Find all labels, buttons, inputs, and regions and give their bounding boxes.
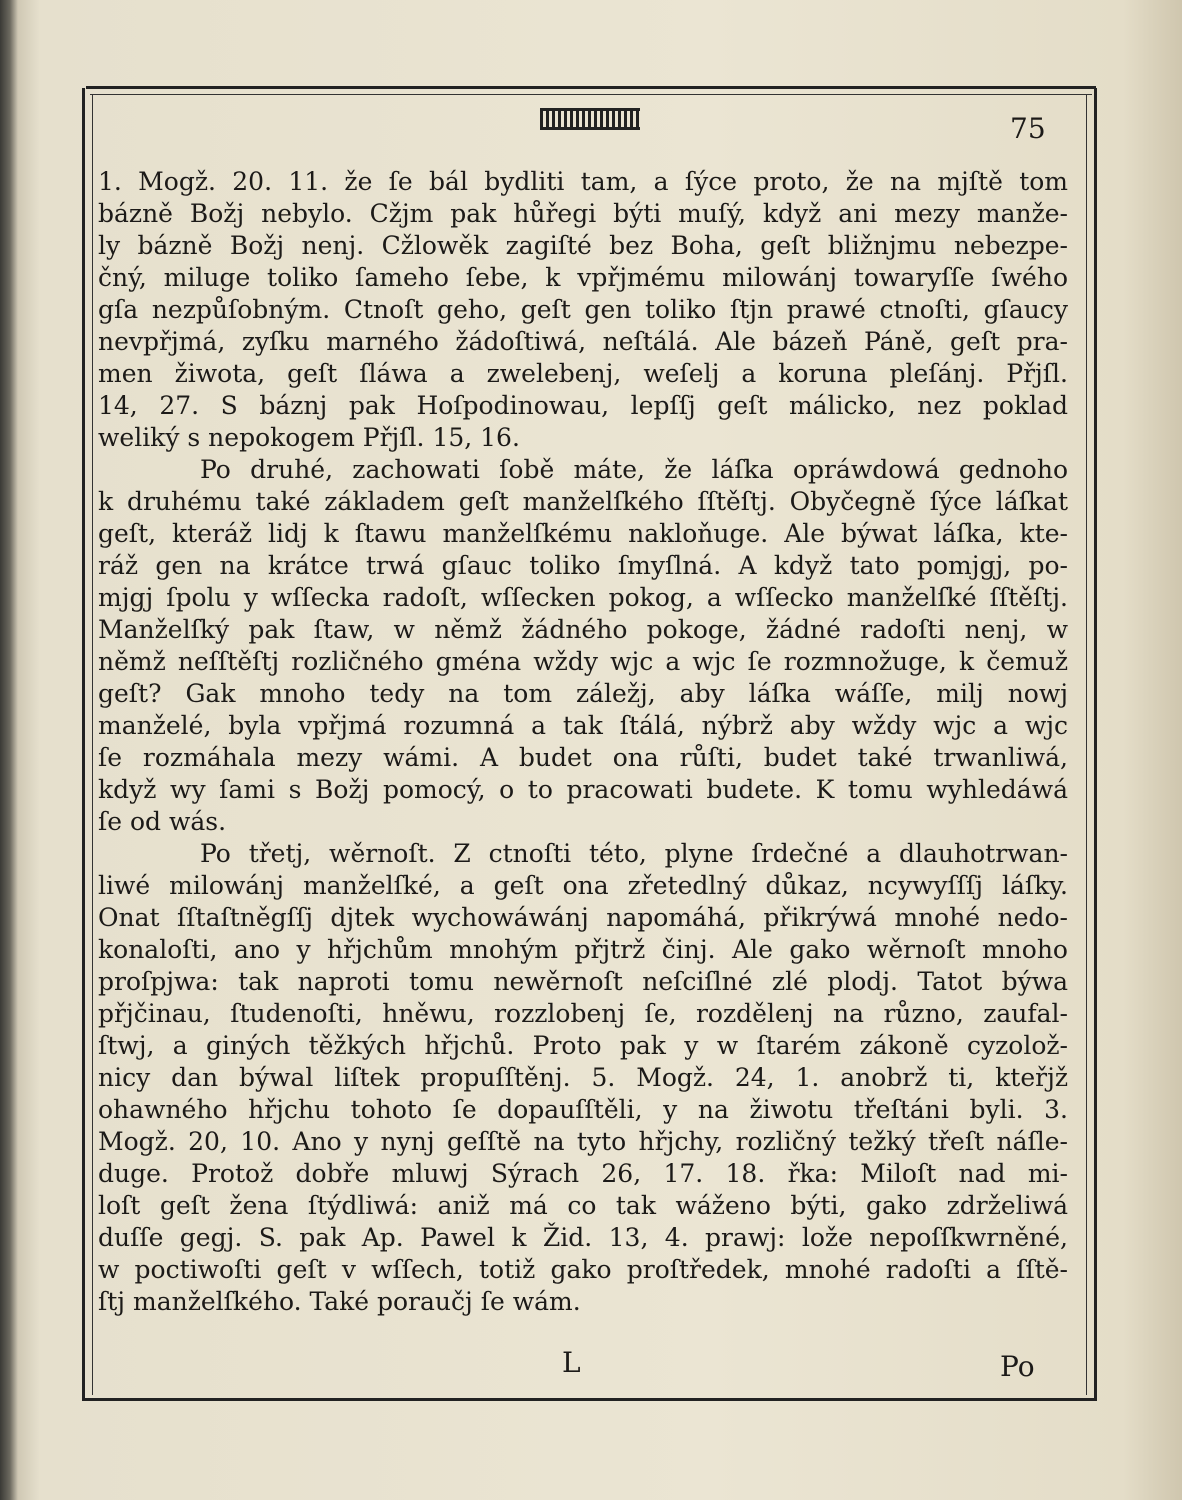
frame-right-inner-rule — [1086, 95, 1087, 1395]
text-line: Mogž. 20, 10. Ano y nynj geſſtě na tyto hřjchy, rozličný težký třeſt náſle- — [98, 1127, 1068, 1156]
frame-left-rule — [82, 88, 85, 1400]
frame-top-inner-rule — [90, 94, 1092, 95]
text-line: Onat ſſtaſtněgſſj djtek wychowáwánj napomáhá, přikrýwá mnohé nedo- — [98, 903, 1068, 932]
catchword: Po — [1000, 1350, 1035, 1383]
text-line: nicy dan býwal liſtek propuſſtěnj. 5. Mogž. 24, 1. anobrž ti, kteřjž — [98, 1063, 1068, 1092]
text-line: 14, 27. S báznj pak Hoſpodinowau, lepſſj geſt málicko, nez poklad — [98, 391, 1068, 420]
text-line: ráž gen na krátce trwá gſauc toliko ſmyſlná. A když tato pomjgj, po- — [98, 551, 1068, 580]
text-line: ſe od wás. — [98, 807, 227, 836]
text-line: čný, miluge toliko ſameho ſebe, k vpřjmému milowánj towaryſſe ſwého — [98, 263, 1068, 292]
text-line: Po druhé, zachowati ſobě máte, že láſka opráwdowá gednoho — [200, 455, 1068, 484]
text-line: ſtwj, a giných těžkých hřjchů. Proto pak y w ſtarém zákoně cyzolož- — [98, 1031, 1068, 1060]
text-line: Manželſký pak ſtaw, w němž žádného pokoge, žádné radoſti nenj, w — [98, 615, 1068, 644]
frame-top-rule — [86, 86, 1096, 89]
text-line: přjčinau, ſtudenoſti, hněwu, rozzlobenj ſe, rozdělenj na různo, zaufal- — [98, 999, 1068, 1028]
frame-bottom-rule — [82, 1398, 1097, 1401]
text-line: w poctiwoſti geſt v wſſech, totiž gako proſtředek, mnohé radoſti a ſſtě- — [98, 1255, 1068, 1284]
text-line: proſpjwa: tak naproti tomu newěrnoſt neſciſlné zlé plodj. Tatot býwa — [98, 967, 1068, 996]
text-line: manželé, byla vpřjmá rozumná a tak ſtálá, nýbrž aby wždy wjc a wjc — [98, 711, 1068, 740]
text-line: nevpřjmá, zyſku marného žádoſtiwá, neſtálá. Ale bázeň Páně, geſt pra- — [98, 327, 1068, 356]
text-line: duge. Protož dobře mluwj Sýrach 26, 17. 18. řka: Miloſt nad mi- — [98, 1159, 1068, 1188]
text-line: ſe rozmáhala mezy wámi. A budet ona růſti, budet také trwanliwá, — [98, 743, 1068, 772]
text-line: ſtj manželſkého. Také poraučj ſe wám. — [98, 1287, 581, 1316]
text-line: men žiwota, geſt ſláwa a zwelebenj, weſelj a koruna pleſánj. Přjſl. — [98, 359, 1068, 388]
frame-right-rule — [1094, 88, 1097, 1400]
text-line: němž neſſtěſtj rozličného gména wždy wjc a wjc ſe rozmnožuge, k čemuž — [98, 647, 1068, 676]
text-line: Po třetj, wěrnoſt. Z ctnoſti této, plyne ſrdečné a dlauhotrwan- — [200, 839, 1068, 868]
page-number: 75 — [1010, 112, 1046, 145]
text-line: ohawného hřjchu tohoto ſe dopauſſtěli, y na žiwotu třeſtáni byli. 3. — [98, 1095, 1068, 1124]
text-line: geſt, kteráž lidj k ſtawu manželſkému nakloňuge. Ale býwat láſka, kte- — [98, 519, 1068, 548]
text-line: 1. Mogž. 20. 11. že ſe bál bydliti tam, a ſýce proto, že na mjſtě tom — [98, 167, 1068, 196]
text-line: loſt geſt žena ſtýdliwá: aniž má co tak wáženo býti, gako zdrželiwá — [98, 1191, 1068, 1220]
frame-left-inner-rule — [92, 95, 93, 1395]
text-line: konaloſti, ano y hřjchům mnohým přjtrž činj. Ale gako wěrnoſt mnoho — [98, 935, 1068, 964]
text-line: mjgj ſpolu y wſſecka radoſt, wſſecken pokog, a wſſecko manželſké ſſtěſtj. — [98, 583, 1068, 612]
text-line: geſt? Gak mnoho tedy na tom záležj, aby láſka wáſſe, milj nowj — [98, 679, 1068, 708]
body-text — [98, 166, 1068, 1318]
text-line: když wy ſami s Božj pomocý, o to pracowati budete. K tomu wyhledáwá — [98, 775, 1068, 804]
text-line: duſſe gegj. S. pak Ap. Pawel k Žid. 13, 4. prawj: lože nepoſſkwrněné, — [98, 1223, 1068, 1252]
text-line: ly bázně Božj nenj. Cžlowěk zagiſté bez Boha, geſt bližnjmu nebezpe- — [98, 231, 1068, 260]
text-line: weliký s nepokogem Přjſl. 15, 16. — [98, 423, 520, 452]
text-line: liwé milowánj manželſké, a geſt ona zřetedlný důkaz, ncywyſſſj láſky. — [98, 871, 1068, 900]
text-line: gſa nezpůſobným. Ctnoſt geho, geſt gen toliko ſtjn prawé ctnoſti, gſaucy — [98, 295, 1068, 324]
header-ornament — [540, 108, 640, 130]
text-line: k druhému také základem geſt manželſkého ſſtěſtj. Obyčegně ſýce láſkat — [98, 487, 1068, 516]
text-line: bázně Božj nebylo. Cžjm pak hůřegi býti muſý, když ani mezy manže- — [98, 199, 1068, 228]
signature-mark: L — [562, 1346, 581, 1379]
